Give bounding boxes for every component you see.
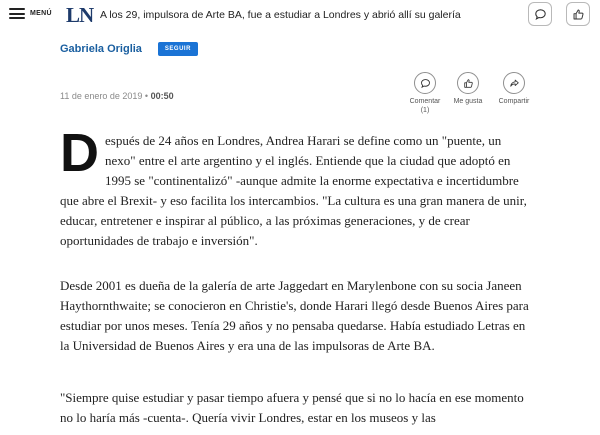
author-name[interactable]: Gabriela Origlia xyxy=(60,43,142,55)
comment-action-icon-wrap xyxy=(414,72,436,94)
date-text: 11 de enero de 2019 xyxy=(60,91,143,101)
share-icon xyxy=(509,78,520,89)
menu-button[interactable] xyxy=(9,8,52,19)
author-block xyxy=(60,42,198,56)
publish-date xyxy=(60,91,174,101)
menu-label: MENÚ xyxy=(30,10,52,17)
comment-icon xyxy=(534,8,547,21)
like-icon xyxy=(463,78,474,89)
publish-time: 00:50 xyxy=(150,91,174,101)
like-action[interactable] xyxy=(448,72,488,106)
header-article-title: A los 29, impulsora de Arte BA, fue a estudiar a Londres y abrió allí su galería xyxy=(100,9,461,21)
header-like-button[interactable] xyxy=(566,2,590,26)
article-actions xyxy=(400,72,550,122)
article-paragraph-1 xyxy=(60,123,530,251)
top-bar xyxy=(0,0,600,30)
share-action[interactable] xyxy=(492,72,536,106)
article-paragraph-2: Desde 2001 es dueña de la galería de arte Jaggedart en Marylenbone con su socia Janeen Haythornthwaite; se conocieron en Christie's, donde Harari llegó desde Buenos Aires para estudiar por unos meses. Tenía 29 años y no pensaba quedarse. Había estudiado Letras en la Universidad de Buenos Aires y era una de las impulsoras de Arte BA. xyxy=(60,278,529,353)
comment-action[interactable] xyxy=(405,72,445,115)
like-action-icon-wrap xyxy=(457,72,479,94)
drop-cap: D xyxy=(60,123,99,183)
comment-icon xyxy=(420,78,431,89)
comment-count: (1) xyxy=(420,107,430,114)
header-comment-button[interactable] xyxy=(528,2,552,26)
comment-action-label: Comentar xyxy=(409,98,441,105)
site-logo[interactable]: LN xyxy=(66,3,94,27)
article-paragraph-3: "Siempre quise estudiar y pasar tiempo afuera y pensé que si no lo hacía en ese momento no lo haría más -cuenta-. Quería vivir Londres, estar en los museos y las xyxy=(60,390,524,425)
like-action-label: Me gusta xyxy=(453,98,483,105)
follow-button[interactable]: SEGUIR xyxy=(158,42,198,56)
share-action-label: Compartir xyxy=(498,98,530,105)
article-body xyxy=(60,123,530,435)
share-action-icon-wrap xyxy=(503,72,525,94)
hamburger-icon xyxy=(9,8,25,19)
like-icon xyxy=(572,8,585,21)
paragraph-1-text: espués de 24 años en Londres, Andrea Harari se define como un "puente, un nexo" entre el arte argentino y el inglés. Entiende que la ciudad que adoptó en 1995 se "continentalizó" -aunque admite la enorme expectativa e incertidumbre que abre el Brexit- y eso facilita los intercambios. "La cultura es una gran manera de unir, educar, entretener e inspirar al público, a las próximas generaciones, y de crear oportunidades de trabajo e inversión". xyxy=(60,133,527,248)
date-separator: • xyxy=(144,91,149,101)
